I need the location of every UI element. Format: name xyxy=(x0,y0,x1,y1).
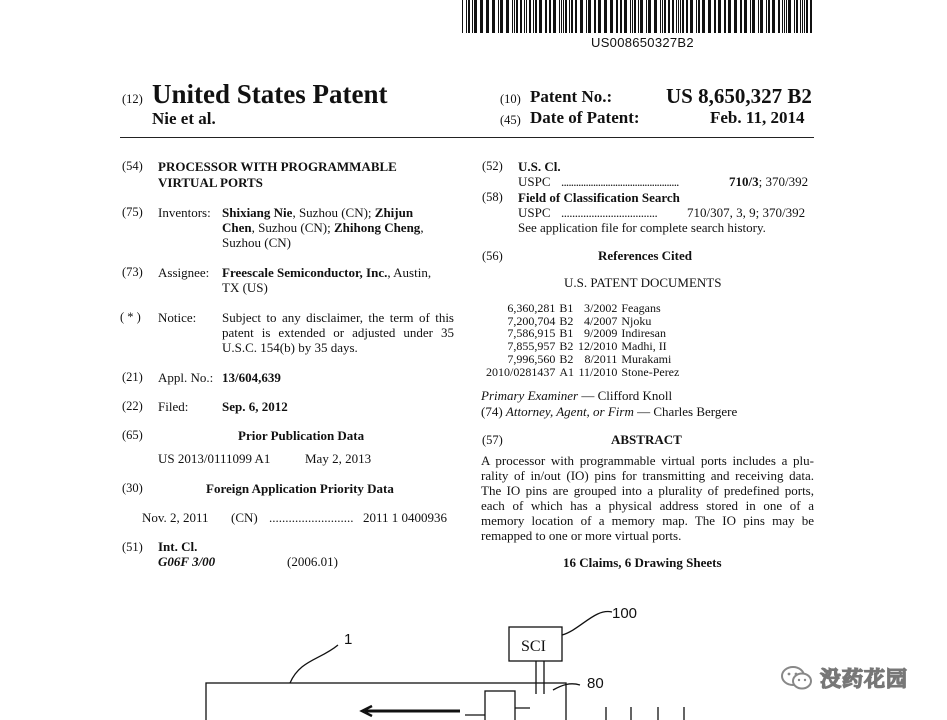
barcode-number: US008650327B2 xyxy=(591,35,694,50)
examiner-label: Primary Examiner xyxy=(481,388,579,403)
barcode-bar xyxy=(800,0,801,33)
reference-kind: B1 xyxy=(559,301,574,315)
barcode-bar xyxy=(580,0,583,33)
assignee-label: Assignee: xyxy=(158,265,210,280)
inner-block xyxy=(485,691,515,720)
barcode-bar xyxy=(690,0,693,33)
barcode-bar xyxy=(462,0,463,33)
abstract-code: (57) xyxy=(482,433,503,447)
barcode-bar xyxy=(549,0,551,33)
abstract-line: remapped to one or more virtual ports. xyxy=(481,528,682,543)
reference-inventor: Murakami xyxy=(621,351,672,366)
uspc2-value: 710/307, 3, 9; 370/392 xyxy=(687,205,806,220)
barcode-bar xyxy=(680,0,681,33)
field-code: (58) xyxy=(482,190,503,204)
label-1: 1 xyxy=(344,631,353,648)
reference-number: 7,586,915 xyxy=(507,326,556,341)
attorney-label: Attorney, Agent, or Firm xyxy=(505,404,634,419)
barcode-bar xyxy=(594,0,596,33)
barcode-bar xyxy=(498,0,499,33)
barcode-bar xyxy=(553,0,556,33)
reference-date: 12/2010 xyxy=(578,339,618,354)
assignee-code: (73) xyxy=(122,265,143,279)
reference-kind: B1 xyxy=(559,326,574,341)
code-12: (12) xyxy=(122,92,143,106)
foreign-heading: Foreign Application Priority Data xyxy=(206,481,394,496)
abstract-line: A processor with programmable virtual ports includes a plu- xyxy=(481,453,814,468)
chip-outline xyxy=(206,683,566,720)
barcode-bar xyxy=(740,0,742,33)
barcode-bar xyxy=(686,0,688,33)
barcode-bar xyxy=(734,0,737,33)
barcode-bar xyxy=(630,0,631,33)
code-45: (45) xyxy=(500,113,521,127)
barcode-bar xyxy=(794,0,795,33)
barcode-bar xyxy=(563,0,564,33)
field-label: Field of Classification Search xyxy=(518,190,680,205)
barcode-bar xyxy=(512,0,513,33)
barcode-bar xyxy=(772,0,775,33)
notice-line1: Subject to any disclaimer, the term of this xyxy=(222,310,454,325)
barcode-bar xyxy=(514,0,515,33)
barcode-bar xyxy=(533,0,534,33)
reference-kind: B2 xyxy=(559,351,574,366)
barcode-bar xyxy=(620,0,622,33)
barcode-bar xyxy=(545,0,547,33)
uspc2-label: USPC xyxy=(518,205,551,220)
assignee-name: Freescale Semiconductor, Inc. xyxy=(222,265,388,280)
barcode-bar xyxy=(634,0,636,33)
barcode-bar xyxy=(610,0,613,33)
inventors-line2 xyxy=(222,220,424,235)
inventor-3-comma: , xyxy=(420,220,424,235)
barcode-bar xyxy=(480,0,483,33)
code-10: (10) xyxy=(500,92,521,106)
reference-date: 3/2002 xyxy=(584,301,618,315)
barcode-bar xyxy=(569,0,570,33)
abstract-line: memory location of a memory map. The IO pins may be xyxy=(481,513,814,528)
reference-kind: B2 xyxy=(559,339,574,354)
barcode-bar xyxy=(796,0,798,33)
leader-line-1 xyxy=(290,645,338,683)
label-100: 100 xyxy=(612,605,638,622)
barcode-bar xyxy=(535,0,537,33)
uscl-code: (52) xyxy=(482,159,503,173)
assignee-line1 xyxy=(222,265,431,280)
notice-label: Notice: xyxy=(158,310,197,325)
reference-inventor: Feagans xyxy=(621,301,661,315)
barcode-bar xyxy=(616,0,618,33)
barcode-bar xyxy=(466,0,467,33)
barcode-bar xyxy=(586,0,587,33)
barcode-bar xyxy=(718,0,721,33)
uspc1-dots: ................................................ xyxy=(561,174,679,189)
refs-subheading: U.S. PATENT DOCUMENTS xyxy=(564,275,722,290)
reference-date: 11/2010 xyxy=(578,364,618,379)
barcode-bar xyxy=(664,0,666,33)
barcode-bar xyxy=(486,0,489,33)
inventors-line3: Suzhou (CN) xyxy=(222,235,291,250)
label-sci: SCI xyxy=(521,638,546,655)
header-rule xyxy=(120,137,814,138)
prior-code: (65) xyxy=(122,428,143,442)
appl-value: 13/604,639 xyxy=(222,370,281,385)
barcode-bar xyxy=(640,0,643,33)
filed-value: Sep. 6, 2012 xyxy=(222,399,288,414)
reference-inventor: Indiresan xyxy=(621,326,667,341)
barcode-bar xyxy=(604,0,607,33)
attorney xyxy=(481,404,737,419)
wechat-icon xyxy=(780,664,814,692)
inventors-line1 xyxy=(222,205,413,220)
foreign-date: Nov. 2, 2011 xyxy=(142,510,209,525)
barcode-bar xyxy=(702,0,705,33)
barcode-bar xyxy=(516,0,518,33)
notice-line3: U.S.C. 154(b) by 35 days. xyxy=(222,340,358,355)
figure-drawing xyxy=(0,590,947,720)
reference-number: 7,855,957 xyxy=(507,339,556,354)
barcode-bar xyxy=(786,0,787,33)
foreign-number: 2011 1 0400936 xyxy=(363,510,448,525)
barcode-bar xyxy=(810,0,812,33)
barcode-bar xyxy=(575,0,577,33)
reference-row xyxy=(486,366,683,379)
reference-kind: A1 xyxy=(559,364,575,379)
invention-title-line2: VIRTUAL PORTS xyxy=(158,175,263,190)
invention-title-line1: PROCESSOR WITH PROGRAMMABLE xyxy=(158,159,397,174)
reference-inventor: Njoku xyxy=(621,313,652,328)
barcode-bar xyxy=(752,0,755,33)
reference-row xyxy=(486,353,683,366)
prior-date: May 2, 2013 xyxy=(305,451,372,466)
barcode-bar xyxy=(714,0,716,33)
barcode-bar xyxy=(696,0,697,33)
barcode-bar xyxy=(802,0,803,33)
reference-number: 7,200,704 xyxy=(507,313,556,328)
see-application: See application file for complete search history. xyxy=(518,220,766,235)
leader-line-100 xyxy=(562,612,612,635)
barcode-bar xyxy=(788,0,791,33)
inventor-2-location: , Suzhou (CN); xyxy=(251,220,331,235)
reference-number: 7,996,560 xyxy=(507,351,556,366)
intcl-year: (2006.01) xyxy=(287,554,338,569)
barcode-bar xyxy=(468,0,470,33)
filed-code: (22) xyxy=(122,399,143,413)
barcode-bar xyxy=(506,0,509,33)
uspc1-label: USPC xyxy=(518,174,551,189)
notice-code: ( * ) xyxy=(120,310,141,324)
barcode-bar xyxy=(760,0,763,33)
barcode-bar xyxy=(520,0,522,33)
foreign-dots: .......................... xyxy=(269,510,354,525)
intcl-code: (51) xyxy=(122,540,143,554)
barcode-bar xyxy=(806,0,808,33)
abstract-line: each of which has a physical address stored in one of a xyxy=(481,498,814,513)
inventor-3-name: Zhihong Cheng xyxy=(333,220,421,235)
barcode-bar xyxy=(784,0,785,33)
reference-row xyxy=(486,302,683,315)
barcode-bar xyxy=(474,0,477,33)
prior-heading: Prior Publication Data xyxy=(238,428,365,443)
reference-date: 8/2011 xyxy=(584,351,618,366)
inventor-1-location: , Suzhou (CN); xyxy=(292,205,372,220)
barcode-bar xyxy=(624,0,627,33)
abstract-line: The IO pins are grouped into a plurality of predefined ports, xyxy=(481,483,814,498)
abstract-body xyxy=(481,453,814,543)
barcode-bar xyxy=(758,0,759,33)
barcode-bar xyxy=(766,0,767,33)
watermark-text: 没药花园 xyxy=(820,667,908,691)
inventors-label: Inventors: xyxy=(158,205,211,220)
barcode-bar xyxy=(744,0,747,33)
patent-title: United States Patent xyxy=(152,79,388,109)
reference-inventor: Stone-Perez xyxy=(621,364,680,379)
barcode-bar xyxy=(678,0,679,33)
barcode xyxy=(460,0,816,36)
barcode-bar xyxy=(682,0,684,33)
barcode-bar xyxy=(598,0,601,33)
assignee-line2: TX (US) xyxy=(222,280,268,295)
references-table xyxy=(486,302,683,378)
date-value: Feb. 11, 2014 xyxy=(710,108,805,127)
barcode-bar xyxy=(526,0,527,33)
patent-no-label: Patent No.: xyxy=(530,87,613,106)
barcode-bar xyxy=(708,0,711,33)
uspc1-primary-class: 710/3 xyxy=(729,174,759,189)
barcode-bar xyxy=(782,0,783,33)
barcode-bar xyxy=(672,0,674,33)
refs-heading: References Cited xyxy=(598,248,692,263)
prior-number: US 2013/0111099 A1 xyxy=(158,451,271,466)
barcode-bar xyxy=(565,0,567,33)
barcode-bar xyxy=(539,0,542,33)
io-pins xyxy=(606,707,684,720)
sci-connector xyxy=(536,661,544,694)
inner-block-steps xyxy=(465,708,530,715)
abstract-heading: ABSTRACT xyxy=(611,432,682,447)
reference-inventor: Madhi, II xyxy=(621,339,667,354)
barcode-bar xyxy=(524,0,525,33)
claims-summary: 16 Claims, 6 Drawing Sheets xyxy=(563,555,722,570)
reference-kind: B2 xyxy=(559,313,574,328)
patent-no-value: US 8,650,327 B2 xyxy=(666,84,812,108)
refs-code: (56) xyxy=(482,249,503,263)
uspc1-other-class: ; 370/392 xyxy=(758,174,809,189)
uspc1-value xyxy=(729,174,808,189)
foreign-country: (CN) xyxy=(231,510,258,525)
barcode-bar xyxy=(778,0,780,33)
barcode-bar xyxy=(804,0,805,33)
examiner-name: — Clifford Knoll xyxy=(578,388,673,403)
barcode-bar xyxy=(646,0,647,33)
uscl-label: U.S. Cl. xyxy=(518,159,561,174)
barcode-bar xyxy=(472,0,473,33)
barcode-bar xyxy=(492,0,495,33)
barcode-bar xyxy=(571,0,573,33)
reference-date: 4/2007 xyxy=(584,313,618,328)
uspc2-dots: ................................... xyxy=(561,205,658,220)
reference-row xyxy=(486,340,683,353)
barcode-bar xyxy=(668,0,670,33)
reference-number: 6,360,281 xyxy=(507,301,556,315)
filed-label: Filed: xyxy=(158,399,189,414)
barcode-bar xyxy=(529,0,531,33)
barcode-bar xyxy=(638,0,639,33)
barcode-bar xyxy=(561,0,562,33)
reference-number: 2010/0281437 xyxy=(486,364,556,379)
barcode-bar xyxy=(648,0,651,33)
inventor-2-name-part1: Zhijun xyxy=(374,205,414,220)
attorney-name: — Charles Bergere xyxy=(633,404,738,419)
title-code: (54) xyxy=(122,159,143,173)
inventors-code: (75) xyxy=(122,205,143,219)
barcode-bar xyxy=(500,0,503,33)
barcode-bar xyxy=(660,0,661,33)
authors: Nie et al. xyxy=(152,109,216,128)
barcode-bar xyxy=(750,0,751,33)
barcode-bar xyxy=(676,0,677,33)
barcode-bar xyxy=(662,0,663,33)
date-label: Date of Patent: xyxy=(530,108,640,127)
barcode-bar xyxy=(724,0,726,33)
barcode-bar xyxy=(632,0,633,33)
barcode-bar xyxy=(728,0,731,33)
inventor-2-name-part2: Chen xyxy=(222,220,252,235)
assignee-location: , Austin, xyxy=(387,265,432,280)
barcode-bar xyxy=(559,0,560,33)
appl-code: (21) xyxy=(122,370,143,384)
label-80: 80 xyxy=(587,675,604,692)
abstract-line: rality of in/out (IO) pins for transmitting and receiving data. xyxy=(481,468,814,483)
reference-date: 9/2009 xyxy=(584,326,618,341)
barcode-bar xyxy=(698,0,700,33)
intcl-label: Int. Cl. xyxy=(158,539,198,554)
barcode-bar xyxy=(588,0,591,33)
intcl-class: G06F 3/00 xyxy=(158,554,216,569)
barcode-bar xyxy=(768,0,770,33)
barcode-bar xyxy=(654,0,657,33)
appl-label: Appl. No.: xyxy=(158,370,214,385)
watermark xyxy=(780,663,908,693)
attorney-code: (74) xyxy=(481,404,503,419)
notice-line2: patent is extended or adjusted under 35 xyxy=(222,325,454,340)
primary-examiner xyxy=(481,388,672,403)
inventor-1-name: Shixiang Nie xyxy=(222,205,293,220)
foreign-code: (30) xyxy=(122,481,143,495)
